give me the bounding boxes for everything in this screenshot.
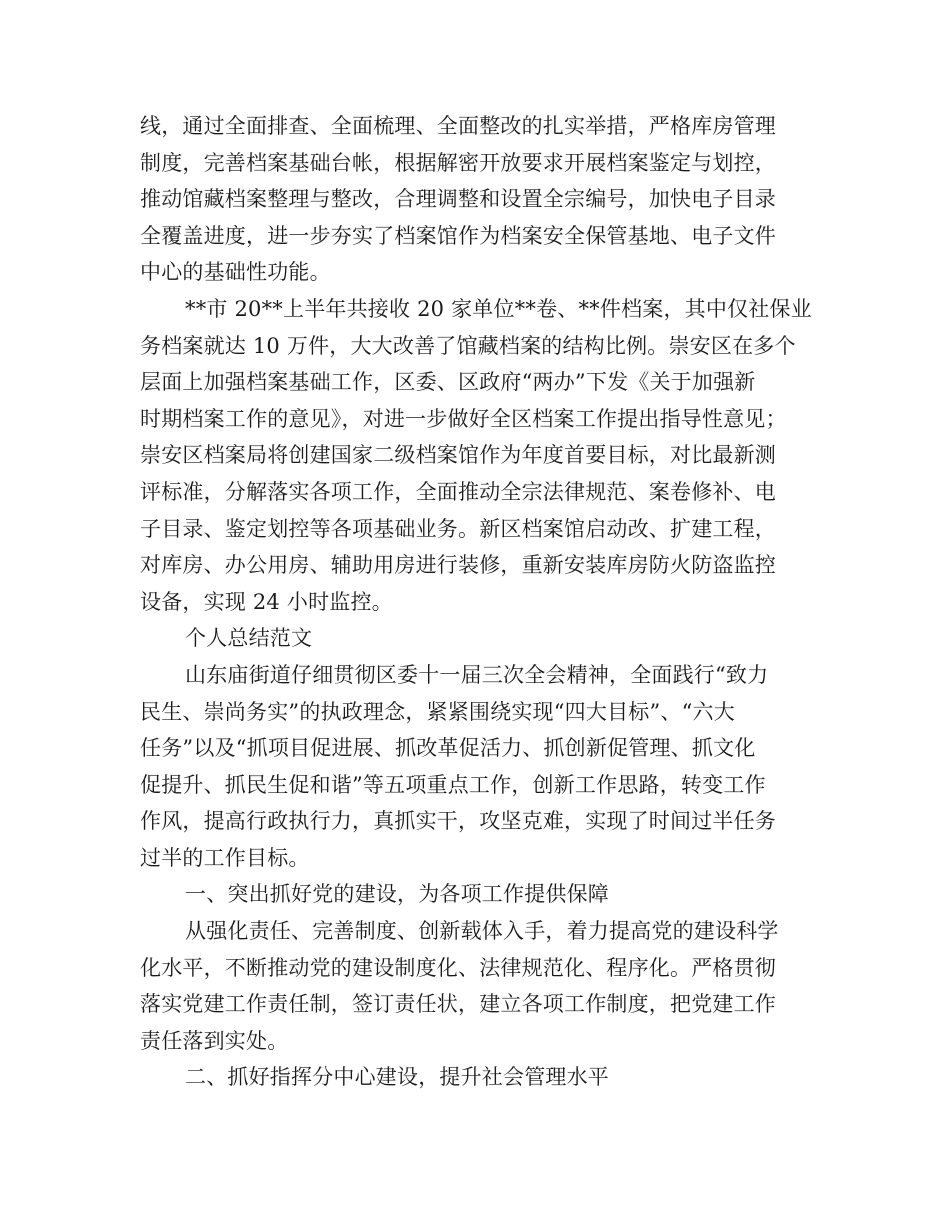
text-line: **市 20**上半年共接收 20 家单位**卷、**件档案，其中仅社保业 <box>185 296 812 321</box>
text-line: 子目录、鉴定划控等各项基础业务。新区档案馆启动改、扩建工程， <box>140 516 776 541</box>
text-line: 全覆盖进度，进一步夯实了档案馆作为档案安全保管基地、电子文件 <box>140 223 776 248</box>
section-heading-personal-summary <box>140 620 820 657</box>
text-line: 山东庙街道仔细贯彻区委十一届三次全会精神，全面践行“致力 <box>185 662 769 687</box>
paragraph-party-building <box>140 913 820 1059</box>
text-line: 落实党建工作责任制，签订责任状，建立各项工作制度，把党建工作 <box>140 992 776 1017</box>
text-line: 设备，实现 24 小时监控。 <box>140 589 393 614</box>
text-line: 作风，提高行政执行力，真抓实干，攻坚克难，实现了时间过半任务 <box>140 809 776 834</box>
text-line: 推动馆藏档案整理与整改，合理调整和设置全宗编号，加快电子目录 <box>140 187 776 212</box>
text-line: 任务”以及“抓项目促进展、抓改革促活力、抓创新促管理、抓文化 <box>140 736 756 761</box>
text-line: 评标准，分解落实各项工作，全面推动全宗法律规范、案卷修补、电 <box>140 479 776 504</box>
text-line: 对库房、办公用房、辅助用房进行装修，重新安装库房防火防盗监控 <box>140 553 776 578</box>
text-line: 过半的工作目标。 <box>140 845 310 870</box>
text-line: 促提升、抓民生促和谐”等五项重点工作，创新工作思路，转变工作 <box>140 772 766 797</box>
text-line: 民生、崇尚务实”的执政理念，紧紧围绕实现“四大目标”、“六大 <box>140 699 735 724</box>
section-heading-party-building <box>140 876 820 913</box>
text-line: 化水平，不断推动党的建设制度化、法律规范化、程序化。严格贯彻 <box>140 955 776 980</box>
text-line: 时期档案工作的意见》，对进一步做好全区档案工作提出指导性意见； <box>140 406 787 431</box>
text-line: 崇安区档案局将创建国家二级档案馆作为年度首要目标，对比最新测 <box>140 443 776 468</box>
text-line: 线，通过全面排查、全面梳理、全面整改的扎实举措，严格库房管理 <box>140 114 776 138</box>
paragraph-street-summary <box>140 657 820 877</box>
paragraph-archive-work <box>140 108 820 291</box>
heading-line: 二、抓好指挥分中心建设，提升社会管理水平 <box>185 1065 609 1090</box>
heading-line: 一、突出抓好党的建设，为各项工作提供保障 <box>185 882 609 907</box>
document-body <box>140 108 820 1096</box>
section-heading-command-center <box>140 1059 820 1096</box>
text-line: 制度，完善档案基础台帐，根据解密开放要求开展档案鉴定与划控， <box>140 150 776 175</box>
text-line: 层面上加强档案基础工作，区委、区政府“两办”下发《关于加强新 <box>140 370 756 395</box>
text-line: 中心的基础性功能。 <box>140 260 331 285</box>
text-line: 从强化责任、完善制度、创新载体入手，着力提高党的建设科学 <box>185 919 779 944</box>
paragraph-archive-intake <box>140 291 820 620</box>
text-line: 务档案就达 10 万件，大大改善了馆藏档案的结构比例。崇安区在多个 <box>140 333 796 358</box>
text-line: 责任落到实处。 <box>140 1028 289 1053</box>
heading-line: 个人总结范文 <box>185 626 313 651</box>
